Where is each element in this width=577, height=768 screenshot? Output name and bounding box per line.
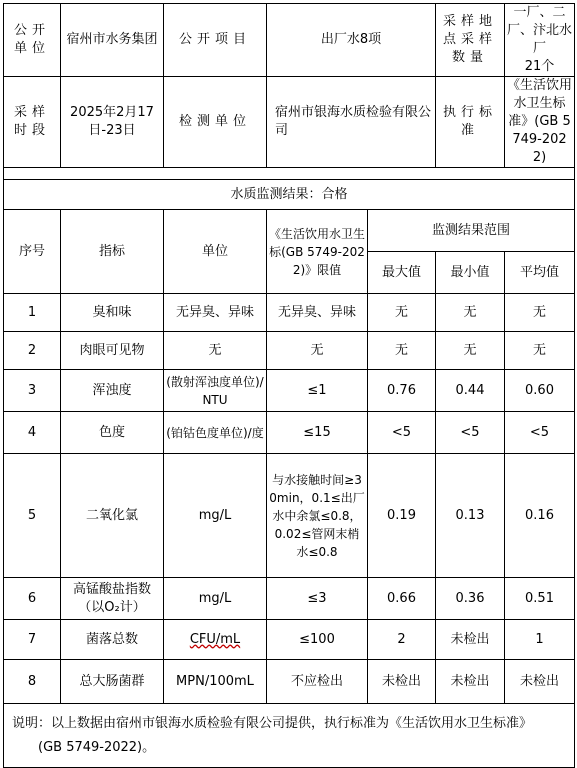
item-value: 出厂水8项 [267, 4, 436, 77]
std-label: 执行标准 [436, 77, 505, 168]
row-unit: 无 [164, 332, 267, 370]
site-value-count: 21个 [524, 59, 555, 74]
row-unit: mg/L [164, 454, 267, 578]
row-no: 4 [4, 412, 61, 454]
row-indicator: 二氧化氯 [61, 454, 164, 578]
site-value [505, 4, 575, 77]
row-avg: 0.51 [505, 578, 575, 620]
col-limit: 《生活饮用水卫生标(GB 5749-2022)》限值 [267, 210, 368, 294]
row-min: 0.44 [436, 370, 505, 412]
row-no: 2 [4, 332, 61, 370]
row-unit: (铂钴色度单位)/度 [164, 412, 267, 454]
row-min: 未检出 [436, 660, 505, 704]
row-limit: ≤1 [267, 370, 368, 412]
header-row-2 [4, 77, 575, 168]
row-max: 无 [368, 332, 436, 370]
row-no: 5 [4, 454, 61, 578]
table-row [4, 332, 575, 370]
row-indicator: 高锰酸盐指数（以O₂计） [61, 578, 164, 620]
col-indicator: 指标 [61, 210, 164, 294]
unit-label: 公开单位 [4, 4, 61, 77]
row-min: 0.13 [436, 454, 505, 578]
row-limit: ≤3 [267, 578, 368, 620]
note-row [4, 704, 575, 768]
row-min: 无 [436, 294, 505, 332]
row-no: 7 [4, 620, 61, 660]
row-max: 未检出 [368, 660, 436, 704]
column-header-row-1 [4, 210, 575, 252]
water-quality-table [3, 3, 575, 768]
item-label: 公开项目 [164, 4, 267, 77]
row-indicator: 色度 [61, 412, 164, 454]
row-max: 无 [368, 294, 436, 332]
lab-label: 检测单位 [164, 77, 267, 168]
row-no: 8 [4, 660, 61, 704]
time-label: 采样时段 [4, 77, 61, 168]
row-limit: ≤100 [267, 620, 368, 660]
note-line-2: (GB 5749-2022)。 [38, 739, 156, 755]
row-min: 未检出 [436, 620, 505, 660]
spacer-row [4, 168, 575, 180]
row-max: 0.66 [368, 578, 436, 620]
col-range: 监测结果范围 [368, 210, 575, 252]
row-limit: 不应检出 [267, 660, 368, 704]
row-avg: 0.16 [505, 454, 575, 578]
row-unit [164, 620, 267, 660]
header-row-1 [4, 4, 575, 77]
row-min: 无 [436, 332, 505, 370]
row-avg: <5 [505, 412, 575, 454]
row-avg: 未检出 [505, 660, 575, 704]
table-row [4, 294, 575, 332]
row-limit: 与水接触时间≥30min，0.1≤出厂水中余氯≤0.8，0.02≤管网末梢水≤0.8 [267, 454, 368, 578]
row-max: 0.76 [368, 370, 436, 412]
row-avg: 1 [505, 620, 575, 660]
result-banner-row [4, 180, 575, 210]
lab-value: 宿州市银海水质检验有限公司 [267, 77, 436, 168]
row-no: 1 [4, 294, 61, 332]
row-limit: 无 [267, 332, 368, 370]
table-row [4, 620, 575, 660]
col-avg: 平均值 [505, 252, 575, 294]
unit-value: 宿州市水务集团 [61, 4, 164, 77]
row-max: 2 [368, 620, 436, 660]
row-min: <5 [436, 412, 505, 454]
col-min: 最小值 [436, 252, 505, 294]
table-row [4, 370, 575, 412]
site-label: 采样地点采样数量 [436, 4, 505, 77]
row-indicator: 肉眼可见物 [61, 332, 164, 370]
table-row [4, 454, 575, 578]
row-unit: (散射浑浊度单位)/NTU [164, 370, 267, 412]
table-row [4, 660, 575, 704]
row-max: <5 [368, 412, 436, 454]
col-max: 最大值 [368, 252, 436, 294]
row-indicator: 浑浊度 [61, 370, 164, 412]
col-unit: 单位 [164, 210, 267, 294]
site-value-plants: 一厂、二厂、汴北水厂 [507, 5, 573, 56]
table-row [4, 578, 575, 620]
note-cell [4, 704, 575, 768]
row-max: 0.19 [368, 454, 436, 578]
row-limit: 无异臭、异味 [267, 294, 368, 332]
row-avg: 无 [505, 294, 575, 332]
row-unit: MPN/100mL [164, 660, 267, 704]
table-row [4, 412, 575, 454]
row-unit: 无异臭、异味 [164, 294, 267, 332]
row-indicator: 菌落总数 [61, 620, 164, 660]
row-unit: mg/L [164, 578, 267, 620]
result-banner: 水质监测结果：合格 [4, 180, 575, 210]
row-min: 0.36 [436, 578, 505, 620]
row-avg: 无 [505, 332, 575, 370]
row-unit-text: CFU/mL [189, 631, 241, 647]
note-line-1: 说明：以上数据由宿州市银海水质检验有限公司提供，执行标准为《生活饮用水卫生标准》 [12, 715, 533, 731]
time-value: 2025年2月17日-23日 [61, 77, 164, 168]
row-limit: ≤15 [267, 412, 368, 454]
row-no: 6 [4, 578, 61, 620]
row-indicator: 总大肠菌群 [61, 660, 164, 704]
spacer-cell [4, 168, 575, 180]
col-no: 序号 [4, 210, 61, 294]
row-no: 3 [4, 370, 61, 412]
row-avg: 0.60 [505, 370, 575, 412]
std-value: 《生活饮用水卫生标准》(GB 5749-2022) [505, 77, 575, 168]
row-indicator: 臭和味 [61, 294, 164, 332]
